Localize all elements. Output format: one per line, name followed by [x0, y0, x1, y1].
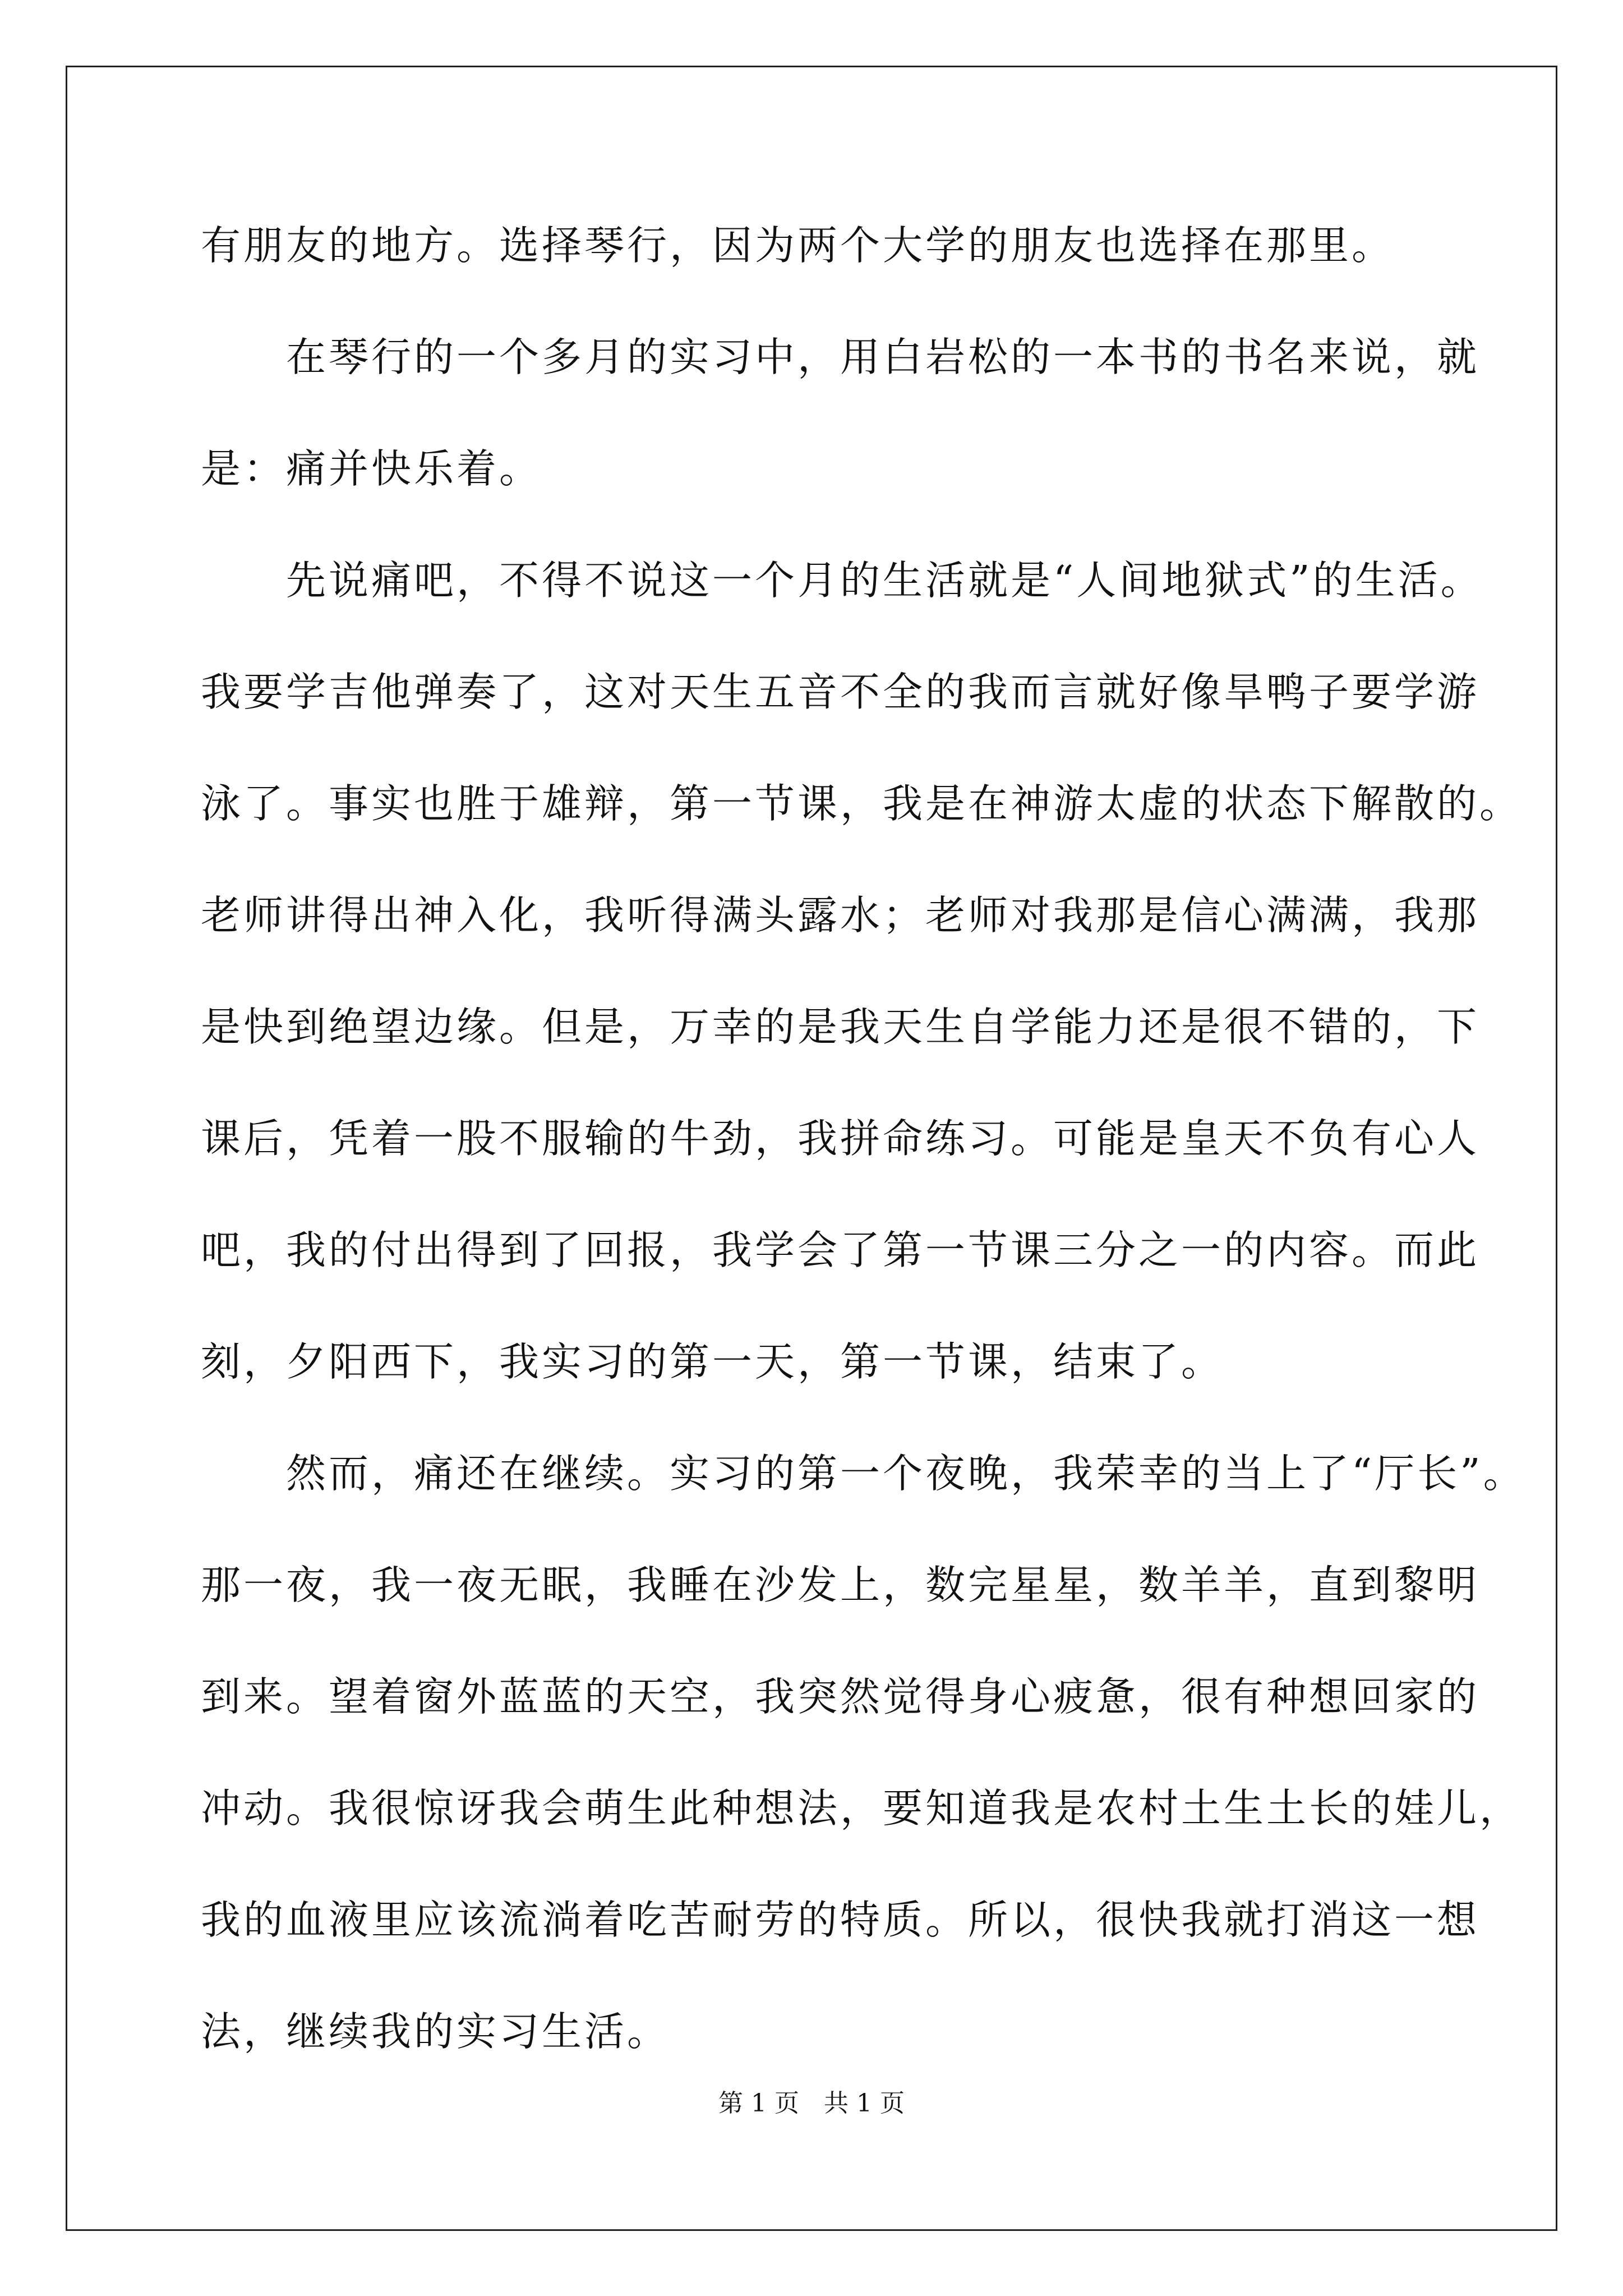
text-line: 法，继续我的实习生活。 — [201, 2008, 670, 2055]
text-line: 老师讲得出神入化，我听得满头露水；老师对我那是信心满满，我那 — [201, 892, 1480, 938]
text-line: 到来。望着窗外蓝蓝的天空，我突然觉得身心疲惫，很有种想回家的 — [201, 1673, 1480, 1720]
text-line: 然而，痛还在继续。实习的第一个夜晚，我荣幸的当上了“厅长”。 — [201, 1450, 1526, 1497]
text-line: 先说痛吧，不得不说这一个月的生活就是“人间地狱式”的生活。 — [201, 557, 1483, 604]
text-line: 刻，夕阳西下，我实习的第一天，第一节课，结束了。 — [201, 1338, 1224, 1385]
text-line: 课后，凭着一股不服输的牛劲，我拼命练习。可能是皇天不负有心人 — [201, 1115, 1480, 1162]
text-line: 我要学吉他弹奏了，这对天生五音不全的我而言就好像旱鸭子要学游 — [201, 669, 1480, 715]
text-line: 有朋友的地方。选择琴行，因为两个大学的朋友也选择在那里。 — [201, 222, 1395, 269]
text-line: 在琴行的一个多月的实习中，用白岩松的一本书的书名来说，就 — [201, 334, 1480, 380]
text-line: 是快到绝望边缘。但是，万幸的是我天生自学能力还是很不错的，下 — [201, 1004, 1480, 1050]
text-line: 我的血液里应该流淌着吃苦耐劳的特质。所以，很快我就打消这一想 — [201, 1897, 1480, 1943]
text-line: 吧，我的付出得到了回报，我学会了第一节课三分之一的内容。而此 — [201, 1227, 1480, 1273]
page-number: 第 1 页 共 1 页 — [718, 2089, 905, 2118]
text-line: 泳了。事实也胜于雄辩，第一节课，我是在神游太虚的状态下解散的。 — [201, 780, 1523, 827]
text-line: 冲动。我很惊讶我会萌生此种想法，要知道我是农村土生土长的娃儿， — [201, 1785, 1523, 1832]
text-line: 那一夜，我一夜无眠，我睡在沙发上，数完星星，数羊羊，直到黎明 — [201, 1562, 1480, 1608]
text-line: 是：痛并快乐着。 — [201, 445, 542, 492]
